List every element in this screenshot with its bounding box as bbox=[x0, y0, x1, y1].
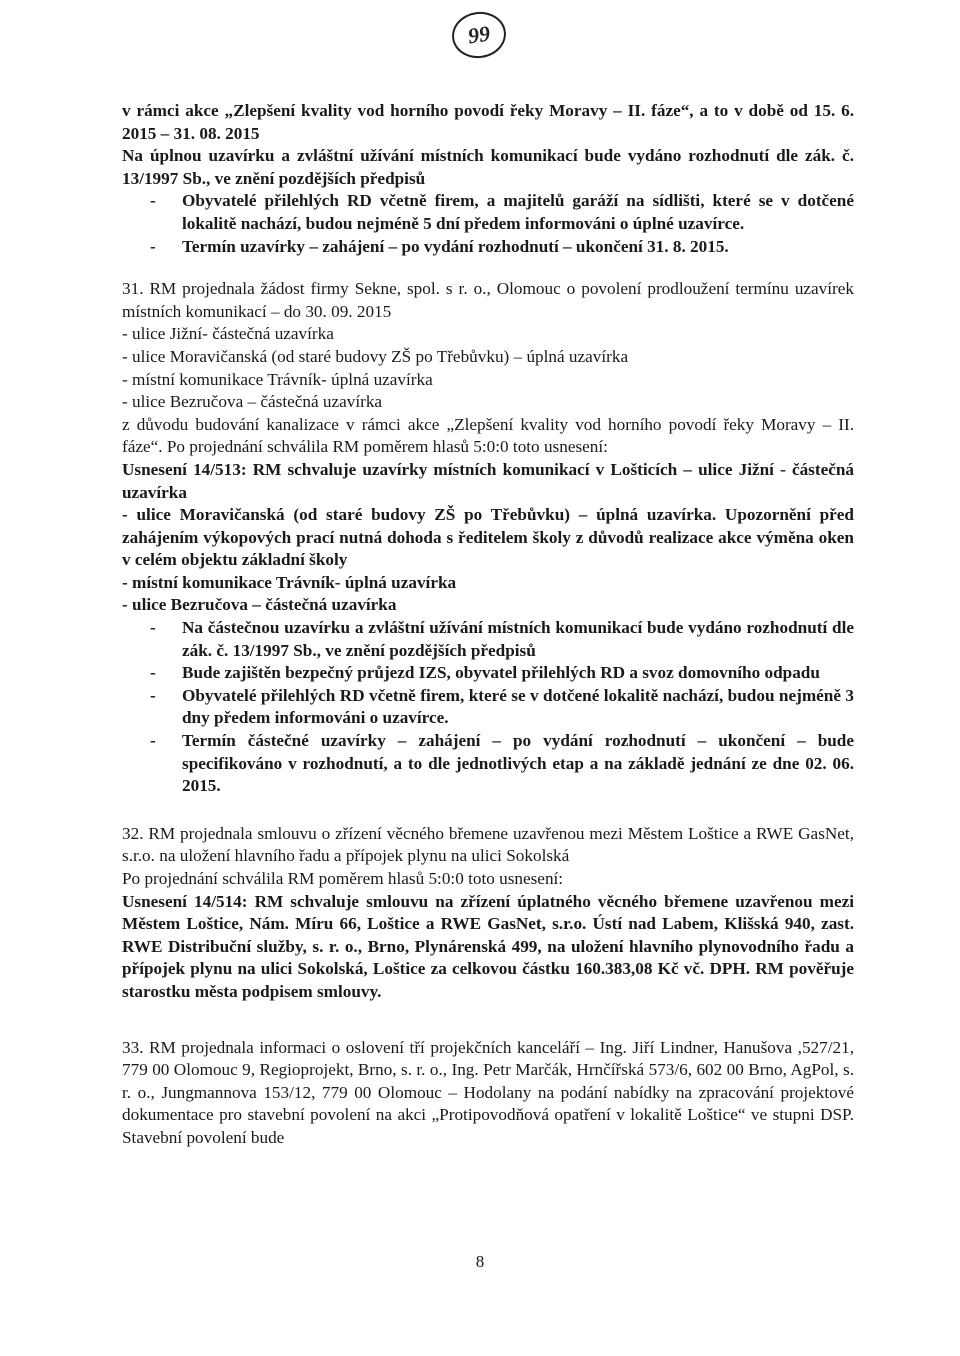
item-31-street-4: - ulice Bezručova – částečná uzavírka bbox=[122, 392, 383, 412]
item-31-bullet-2-text: Bude zajištěn bezpečný průjezd IZS, obyvatel přilehlých RD a svoz domovního odpadu bbox=[182, 663, 820, 683]
item-31-bullet-4 bbox=[122, 730, 854, 798]
resolution-14-513-street-4: - ulice Bezručova – částečná uzavírka bbox=[122, 595, 397, 615]
item-31-bullet-1 bbox=[122, 617, 854, 662]
item-31-intro: 31. RM projednala žádost firmy Sekne, spol. s r. o., Olomouc o povolení prodloužení termínu uzavírek místních komunikací – do 30. 09. 2015 bbox=[122, 279, 854, 321]
resolution-14-513-street-3: - místní komunikace Trávník- úplná uzavírka bbox=[122, 572, 457, 592]
item-31-bullet-3 bbox=[122, 685, 854, 730]
item-31-reason: z důvodu budování kanalizace v rámci akce „Zlepšení kvality vod horního povodí řeky Moravy – II. fáze“. Po projednání schválila RM poměrem hlasů 5:0:0 toto usnesení: bbox=[122, 414, 854, 457]
top-bullet-1 bbox=[122, 190, 854, 235]
top-line-2: Na úplnou uzavírku a zvláštní užívání místních komunikací bude vydáno rozhodnutí dle zák. č. 13/1997 Sb., ve znění pozdějších předpisů bbox=[122, 146, 854, 188]
handwritten-page-mark: 99 bbox=[449, 8, 509, 61]
bullet-mark: - bbox=[150, 191, 156, 211]
spacer bbox=[122, 258, 854, 278]
item-31-bullet-3-text: Obyvatelé přilehlých RD včetně firem, které se v dotčené lokalitě nachází, budou nejméně 3 dny předem informováni o uzavírce. bbox=[182, 685, 854, 728]
bullet-mark: - bbox=[150, 236, 156, 256]
item-31-bullet-1-text: Na částečnou uzavírku a zvláštní užívání místních komunikací bude vydáno rozhodnutí dle zák. č. 13/1997 Sb., ve znění pozdějších předpisů bbox=[182, 618, 854, 660]
bullet-mark: - bbox=[150, 663, 156, 683]
resolution-14-513-street-2: - ulice Moravičanská (od staré budovy ZŠ po Třebůvku) – úplná uzavírka. Upozornění před zahájením výkopových prací nutná dohoda s ředitelem školy z důvodů realizace akce výměna oken v celém objektu základní školy bbox=[122, 505, 854, 570]
top-bullet-2-text: Termín uzavírky – zahájení – po vydání rozhodnutí – ukončení 31. 8. 2015. bbox=[182, 236, 729, 256]
item-31-bullet-4-text: Termín částečné uzavírky – zahájení – po vydání rozhodnutí – ukončení – bude specifikováno v rozhodnutí, a to dle jednotlivých etap a na základě jednání ze dne 02. 06. 2015. bbox=[182, 731, 854, 796]
document-body bbox=[122, 100, 854, 1150]
resolution-14-513: Usnesení 14/513: RM schvaluje uzavírky místních komunikací v Lošticích – ulice Jižní - částečná uzavírka bbox=[122, 459, 854, 502]
item-31-street-3: - místní komunikace Trávník- úplná uzavírka bbox=[122, 369, 433, 389]
item-31-street-1: - ulice Jižní- částečná uzavírka bbox=[122, 324, 334, 344]
spacer bbox=[122, 1004, 854, 1037]
top-line-1: v rámci akce „Zlepšení kvality vod horního povodí řeky Moravy – II. fáze“, a to v době od 15. 6. 2015 – 31. 08. 2015 bbox=[122, 101, 854, 143]
bullet-mark: - bbox=[150, 731, 156, 751]
spacer bbox=[122, 798, 854, 823]
resolution-14-514: Usnesení 14/514: RM schvaluje smlouvu na zřízení úplatného věcného břemene uzavřenou mezi Městem Loštice, Nám. Míru 66, Loštice a RWE GasNet, s.r.o. Ústí nad Labem, Klišská 940, zast. RWE Distribuční služby, s. r. o., Brno, Plynárenská 499, na uložení hlavního plynovodního řadu a přípojek plynu na ulici Sokolská, Loštice za celkovou částku 160.383,08 Kč vč. DPH. RM pověřuje starostku města podpisem smlouvy. bbox=[122, 891, 854, 1001]
bullet-mark: - bbox=[150, 685, 156, 705]
bullet-mark: - bbox=[150, 618, 156, 638]
item-32-intro: 32. RM projednala smlouvu o zřízení věcného břemene uzavřenou mezi Městem Loštice a RWE GasNet, s.r.o. na uložení hlavního řadu a přípojek plynu na ulici Sokolská bbox=[122, 823, 854, 866]
page-number: 8 bbox=[475, 1252, 485, 1271]
item-31-bullet-2 bbox=[122, 662, 854, 685]
top-bullet-1-text: Obyvatelé přilehlých RD včetně firem, a majitelů garáží na sídlišti, které se v dotčené lokalitě nachází, budou nejméně 5 dní předem informováni o úplné uzavírce. bbox=[182, 191, 854, 233]
item-33-text: 33. RM projednala informaci o oslovení tří projekčních kanceláří – Ing. Jiří Lindner, Hanušova ,527/21, 779 00 Olomouc 9, Regioprojekt, Brno, s. r. o., Ing. Petr Marčák, Hrnčířská 573/6, 602 00 Brno, AgPol, s. r. o., Jungmannova 153/12, 779 00 Olomouc – Hodolany na podání nabídky na zpracování projektové dokumentace pro stavební povolení na akci „Protipovodňová opatření v lokalitě Loštice“ ve stupni DSP. Stavební povolení bude bbox=[122, 1037, 854, 1147]
top-bullet-2 bbox=[122, 236, 854, 259]
item-31-street-2: - ulice Moravičanská (od staré budovy ZŠ po Třebůvku) – úplná uzavírka bbox=[122, 346, 629, 366]
item-32-vote: Po projednání schválila RM poměrem hlasů 5:0:0 toto usnesení: bbox=[122, 869, 564, 888]
